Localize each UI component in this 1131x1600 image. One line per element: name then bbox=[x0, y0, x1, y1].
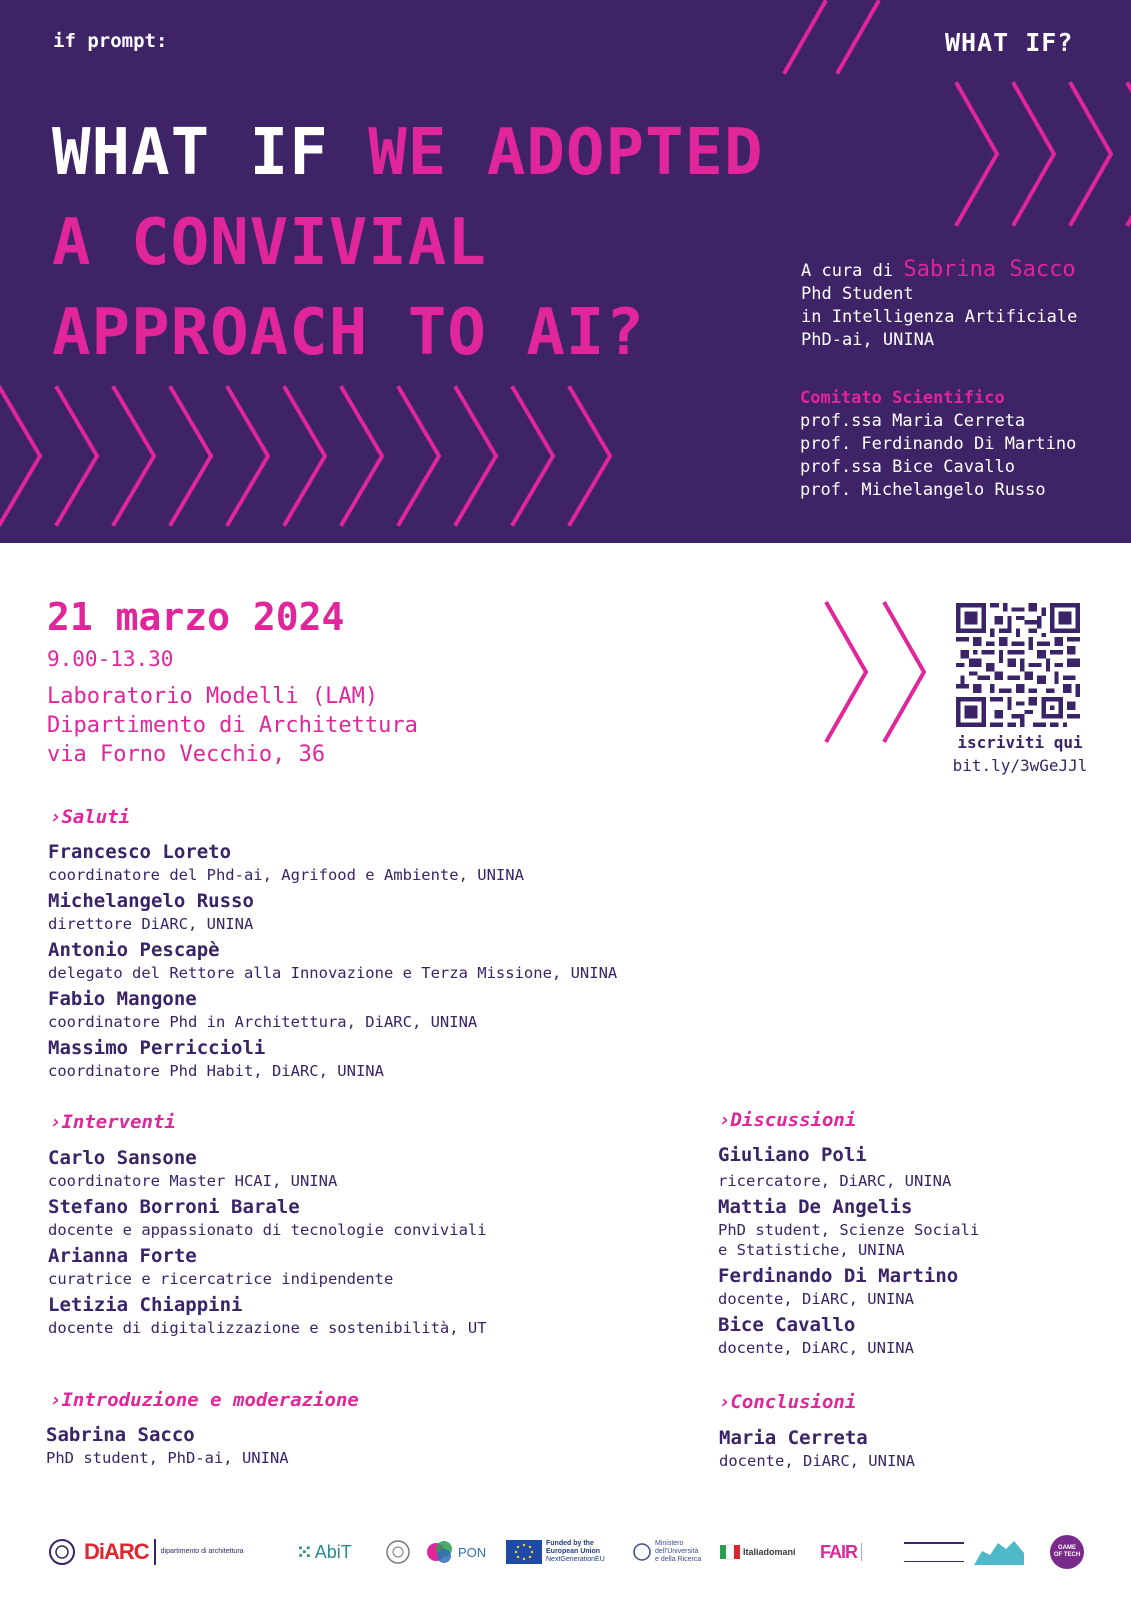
section-title-interventi: ›Interventi bbox=[50, 1111, 176, 1133]
fair-logo-text: FAIR bbox=[820, 1541, 858, 1562]
title-white-part: WHAT IF bbox=[52, 116, 329, 190]
section-title-conclusioni: ›Conclusioni bbox=[719, 1391, 857, 1413]
list-item bbox=[48, 1036, 617, 1081]
person-name: Francesco Loreto bbox=[48, 841, 232, 863]
list-item bbox=[46, 1423, 289, 1468]
section-title-discussioni: ›Discussioni bbox=[719, 1109, 857, 1131]
mur-text-2: dell'Università bbox=[655, 1548, 699, 1555]
prompt-label: if prompt: bbox=[53, 30, 168, 52]
university-seal-icon bbox=[48, 1530, 76, 1574]
seal-icon bbox=[385, 1530, 411, 1574]
person-name: Letizia Chiappini bbox=[48, 1294, 243, 1316]
conclusioni-list bbox=[719, 1426, 915, 1475]
person-role: docente, DiARC, UNINA bbox=[718, 1290, 914, 1308]
list-item bbox=[718, 1195, 979, 1260]
list-item bbox=[48, 889, 617, 934]
section-title-introduzione: ›Introduzione e moderazione bbox=[50, 1389, 359, 1411]
person-role: coordinatore del Phd-ai, Agrifood e Ambiente, UNINA bbox=[48, 866, 524, 884]
introduzione-list bbox=[46, 1423, 289, 1472]
event-venue bbox=[47, 682, 418, 769]
committee-member: prof.ssa Bice Cavallo bbox=[800, 457, 1015, 477]
curator-name: Sabrina Sacco bbox=[903, 257, 1076, 282]
person-role: coordinatore Master HCAI, UNINA bbox=[48, 1172, 338, 1190]
curator-role-1: Phd Student bbox=[801, 284, 914, 304]
game-text-1: GAME bbox=[1058, 1545, 1076, 1551]
curator-role-3: PhD-ai, UNINA bbox=[801, 330, 935, 350]
venue-line-2: Dipartimento di Architettura bbox=[47, 713, 418, 738]
person-role: docente di digitalizzazione e sostenibilità, UT bbox=[48, 1319, 487, 1337]
venue-line-1: Laboratorio Modelli (LAM) bbox=[47, 684, 379, 709]
master-logo bbox=[904, 1530, 964, 1574]
person-name: Bice Cavallo bbox=[718, 1314, 856, 1336]
person-role: docente, DiARC, UNINA bbox=[718, 1339, 914, 1357]
port-logo bbox=[972, 1530, 1026, 1574]
person-role: direttore DiARC, UNINA bbox=[48, 915, 254, 933]
person-name: Ferdinando Di Martino bbox=[718, 1265, 959, 1287]
list-item bbox=[48, 1146, 487, 1191]
register-url[interactable]: bit.ly/3wGeJJl bbox=[952, 756, 1088, 775]
section-title-saluti: ›Saluti bbox=[50, 806, 131, 828]
saluti-list bbox=[48, 840, 617, 1085]
person-name: Michelangelo Russo bbox=[48, 890, 254, 912]
eu-text-1: Funded by the bbox=[546, 1540, 594, 1547]
committee-member: prof. Ferdinando Di Martino bbox=[800, 434, 1077, 454]
person-role: PhD student, Scienze Sociali bbox=[718, 1221, 980, 1239]
abit-logo-text: AbiT bbox=[314, 1541, 352, 1562]
venue-line-3: via Forno Vecchio, 36 bbox=[47, 742, 326, 767]
person-role: curatrice e ricercatrice indipendente bbox=[48, 1270, 394, 1288]
list-item bbox=[718, 1313, 979, 1358]
list-item bbox=[48, 987, 617, 1032]
person-role: delegato del Rettore alla Innovazione e Terza Missione, UNINA bbox=[48, 964, 618, 982]
fair-logo bbox=[820, 1530, 887, 1574]
header-banner bbox=[0, 0, 1131, 543]
person-name: Giuliano Poli bbox=[718, 1144, 867, 1166]
person-name: Mattia De Angelis bbox=[718, 1196, 913, 1218]
title-pink-part-2: A CONVIVIAL bbox=[52, 206, 487, 280]
pon-logo bbox=[426, 1530, 486, 1574]
eu-text-3: NextGenerationEU bbox=[546, 1556, 605, 1563]
list-item bbox=[48, 938, 617, 983]
person-name: Massimo Perriccioli bbox=[48, 1037, 266, 1059]
diarc-logo-sub: dipartimento di architettura bbox=[160, 1548, 244, 1555]
list-item bbox=[718, 1264, 979, 1309]
chevron-decoration-mid bbox=[822, 600, 932, 750]
person-role: PhD student, PhD-ai, UNINA bbox=[46, 1449, 289, 1467]
committee-member: prof. Michelangelo Russo bbox=[800, 480, 1046, 500]
diarc-logo bbox=[84, 1530, 281, 1574]
italiadomani-text: Italiadomani bbox=[743, 1547, 796, 1557]
discussioni-list bbox=[718, 1143, 979, 1362]
abit-logo: ⁙ AbiT bbox=[296, 1541, 352, 1564]
curator-role-2: in Intelligenza Artificiale bbox=[801, 307, 1078, 327]
person-name: Stefano Borroni Barale bbox=[48, 1196, 300, 1218]
person-role: coordinatore Phd Habit, DiARC, UNINA bbox=[48, 1062, 384, 1080]
event-time: 9.00-13.30 bbox=[47, 647, 174, 671]
person-name: Arianna Forte bbox=[48, 1245, 197, 1267]
person-name: Maria Cerreta bbox=[719, 1427, 868, 1449]
mur-logo bbox=[632, 1530, 701, 1574]
sponsor-logos bbox=[40, 1530, 1100, 1576]
whatif-label: WHAT IF? bbox=[945, 28, 1074, 57]
list-item bbox=[718, 1143, 979, 1191]
title-pink-part-1: WE ADOPTED bbox=[368, 116, 764, 190]
person-name: Carlo Sansone bbox=[48, 1147, 197, 1169]
title-pink-part-3: APPROACH TO AI? bbox=[52, 296, 645, 370]
person-role: coordinatore Phd in Architettura, DiARC, UNINA bbox=[48, 1013, 478, 1031]
person-role: ricercatore, DiARC, UNINA bbox=[718, 1172, 952, 1190]
game-text-2: OF TECH bbox=[1053, 1552, 1081, 1558]
eu-logo bbox=[506, 1530, 605, 1574]
list-item bbox=[719, 1426, 915, 1471]
mur-text-3: e della Ricerca bbox=[655, 1556, 702, 1563]
diarc-logo-text: DiARC bbox=[84, 1539, 149, 1564]
list-item bbox=[48, 1293, 487, 1338]
italiadomani-logo bbox=[720, 1530, 796, 1574]
register-link-label[interactable]: iscriviti qui bbox=[957, 733, 1083, 752]
pon-logo-text: PON bbox=[458, 1544, 487, 1560]
list-item bbox=[48, 1195, 487, 1240]
event-title bbox=[52, 108, 832, 378]
eu-text-2: European Union bbox=[546, 1548, 601, 1555]
event-date: 21 marzo 2024 bbox=[47, 595, 345, 639]
committee-member: prof.ssa Maria Cerreta bbox=[800, 411, 1026, 431]
curator-block bbox=[801, 258, 1077, 352]
committee-title: Comitato Scientifico bbox=[800, 388, 1005, 408]
game-of-tech-logo bbox=[1050, 1530, 1084, 1574]
list-item bbox=[48, 1244, 487, 1289]
committee-block bbox=[800, 387, 1076, 502]
interventi-list bbox=[48, 1146, 487, 1342]
curator-prefix: A cura di bbox=[801, 261, 894, 281]
person-role-cont: e Statistiche, UNINA bbox=[718, 1241, 905, 1259]
person-name: Fabio Mangone bbox=[48, 988, 197, 1010]
person-role: docente, DiARC, UNINA bbox=[719, 1452, 915, 1470]
person-name: Antonio Pescapè bbox=[48, 939, 220, 961]
person-name: Sabrina Sacco bbox=[46, 1424, 195, 1446]
mur-text-1: Ministero bbox=[655, 1540, 684, 1547]
person-role: docente e appassionato di tecnologie conviviali bbox=[48, 1221, 487, 1239]
list-item bbox=[48, 840, 617, 885]
qr-code-icon[interactable] bbox=[956, 603, 1080, 727]
